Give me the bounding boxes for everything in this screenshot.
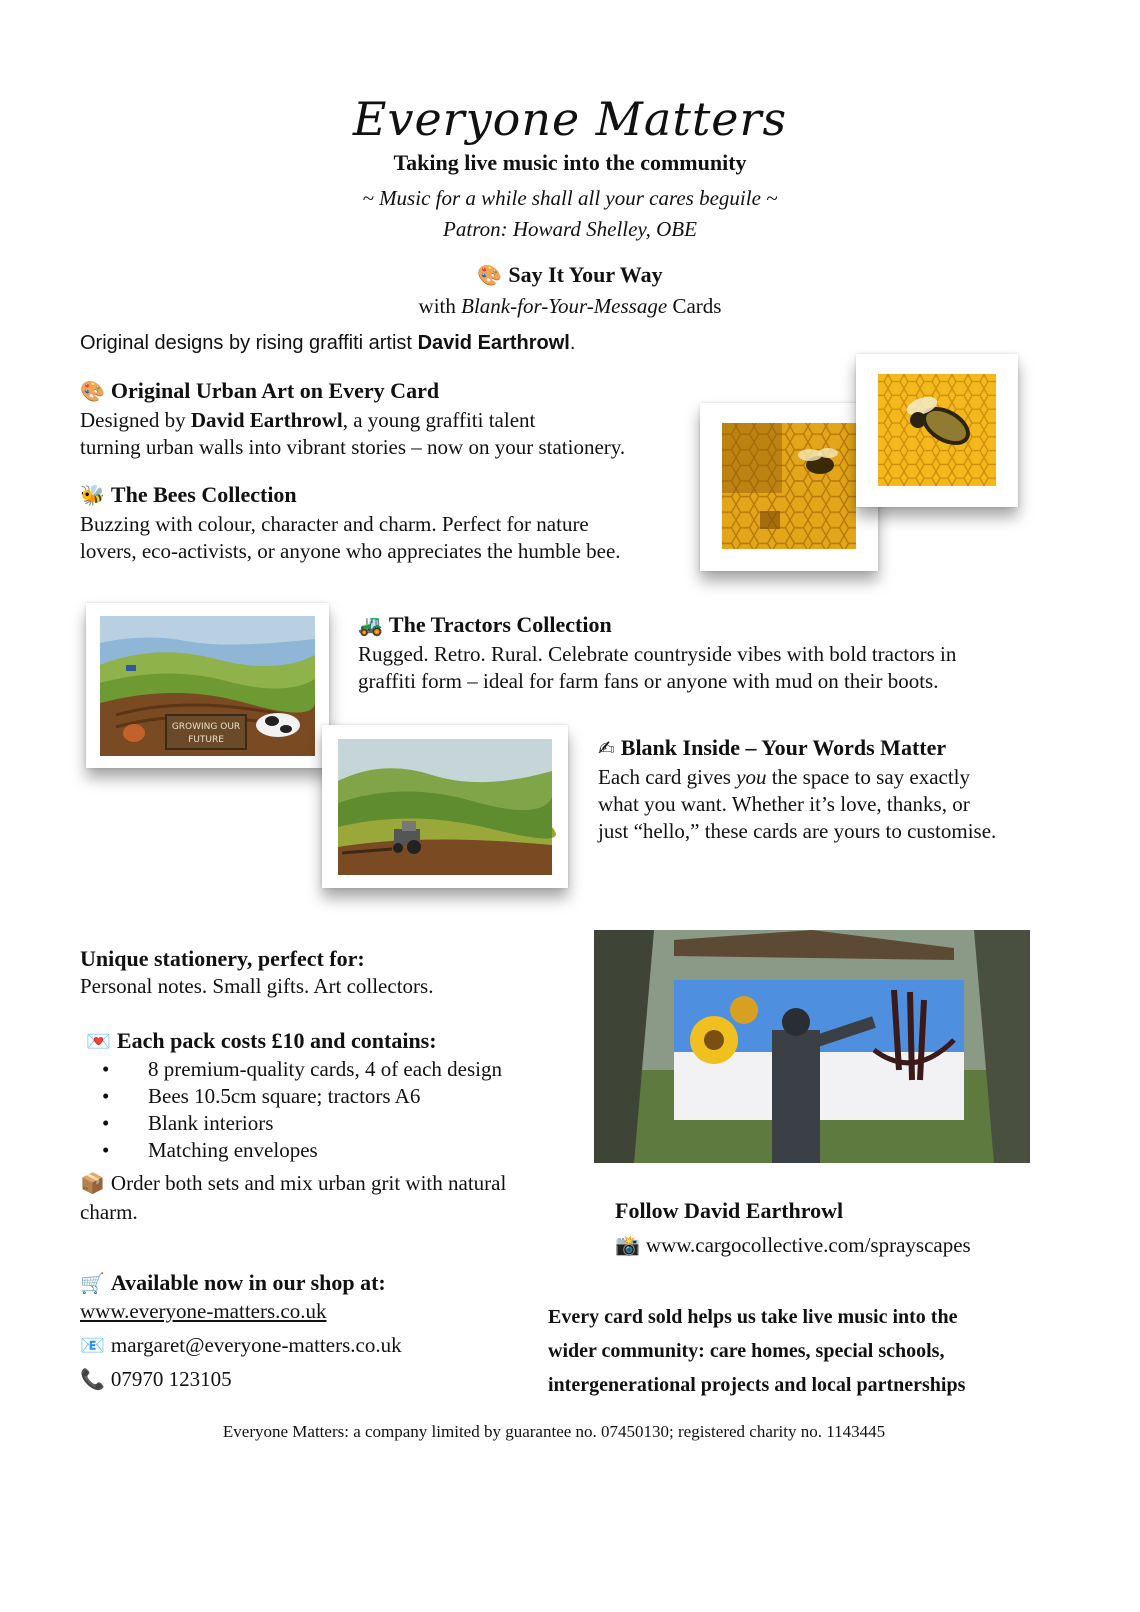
bee-card-photo-2: [856, 354, 1018, 507]
shop-url-link[interactable]: www.everyone-matters.co.uk: [80, 1299, 327, 1323]
artist-photo: [594, 930, 1030, 1163]
sign-text-1: GROWING OUR: [171, 722, 241, 732]
tractors-section: [358, 612, 1058, 695]
package-icon: 📦: [80, 1171, 105, 1195]
bee-icon: 🐝: [80, 483, 105, 507]
phone-number[interactable]: 07970 123105: [110, 1367, 232, 1391]
order-line2: charm.: [80, 1200, 138, 1224]
shopping-cart-icon: 🛒: [80, 1271, 105, 1295]
say-it-subline: with Blank-for-Your-Message Cards: [418, 294, 722, 318]
tractors-line2: graffiti form – ideal for farm fans or anyone with mud on their boots.: [358, 669, 939, 693]
blank-line3: just “hello,” these cards are yours to customise.: [598, 819, 997, 843]
pack-section: [80, 1028, 600, 1226]
palette-icon: 🎨: [477, 263, 503, 287]
shop-section: [80, 1270, 540, 1393]
love-letter-icon: 💌: [86, 1029, 111, 1053]
stationery-section: [80, 946, 600, 1000]
email-row: [80, 1332, 540, 1359]
email-address[interactable]: margaret@everyone-matters.co.uk: [110, 1333, 402, 1357]
tractors-heading: 🚜 The Tractors Collection: [358, 612, 612, 637]
tractor-card-photo-1: [86, 603, 329, 768]
palette-icon: 🎨: [80, 379, 105, 403]
urban-art-heading: 🎨 Original Urban Art on Every Card: [80, 378, 440, 403]
pack-list: [80, 1056, 600, 1164]
bee-card-photo-1: [700, 403, 878, 571]
tractor-icon: 🚜: [358, 613, 383, 637]
follow-url[interactable]: www.cargocollective.com/sprayscapes: [645, 1233, 971, 1257]
list-item: • Matching envelopes: [80, 1137, 600, 1164]
impact-line3: intergenerational projects and local partnerships: [548, 1374, 966, 1396]
tractor-card-photo-2: [322, 725, 568, 888]
sign-text-2: FUTURE: [188, 735, 224, 745]
blank-inside-section: [598, 735, 1118, 845]
order-line1: 📦 Order both sets and mix urban grit with natural: [80, 1171, 507, 1195]
follow-section: [615, 1198, 1095, 1259]
page-title: Everyone Matters: [352, 92, 788, 146]
say-it-heading: 🎨 Say It Your Way: [477, 262, 663, 287]
bees-line1: Buzzing with colour, character and charm. Perfect for nature: [80, 512, 589, 536]
blank-heading: ✍ Blank Inside – Your Words Matter: [598, 735, 947, 760]
shop-heading: 🛒 Available now in our shop at:: [80, 1270, 386, 1295]
list-item: • Bees 10.5cm square; tractors A6: [80, 1083, 600, 1110]
urban-art-line2: turning urban walls into vibrant stories – now on your stationery.: [80, 435, 626, 459]
tractors-line1: Rugged. Retro. Rural. Celebrate countryside vibes with bold tractors in: [358, 642, 957, 666]
intro-text: Original designs by rising graffiti artist David Earthrowl.: [80, 332, 576, 354]
stationery-line: Personal notes. Small gifts. Art collectors.: [80, 974, 434, 998]
stationery-heading: Unique stationery, perfect for:: [80, 946, 365, 971]
motto: ~ Music for a while shall all your cares beguile ~: [362, 186, 778, 210]
bees-line2: lovers, eco-activists, or anyone who appreciates the humble bee.: [80, 539, 621, 563]
impact-line1: Every card sold helps us take live music into the: [548, 1306, 958, 1328]
bees-heading: 🐝 The Bees Collection: [80, 482, 297, 507]
impact-section: [548, 1300, 1108, 1402]
patron: Patron: Howard Shelley, OBE: [443, 217, 697, 241]
list-item: • Blank interiors: [80, 1110, 600, 1137]
footer-text: Everyone Matters: a company limited by guarantee no. 07450130; registered charity no. 1143445: [222, 1422, 886, 1441]
email-icon: 📧: [80, 1333, 105, 1357]
follow-link-row: [615, 1232, 1095, 1259]
writing-hand-icon: ✍: [598, 736, 615, 760]
phone-row: [80, 1366, 540, 1393]
impact-line2: wider community: care homes, special schools,: [548, 1340, 945, 1362]
blank-line1: Each card gives you the space to say exactly: [598, 765, 971, 789]
camera-icon: 📸: [615, 1233, 640, 1257]
phone-icon: 📞: [80, 1367, 105, 1391]
blank-line2: what you want. Whether it’s love, thanks, or: [598, 792, 970, 816]
bees-section: [80, 482, 700, 565]
page-subtitle: Taking live music into the community: [393, 150, 747, 175]
urban-art-section: [80, 378, 700, 461]
follow-heading: Follow David Earthrowl: [615, 1198, 844, 1223]
list-item: • 8 premium-quality cards, 4 of each design: [80, 1056, 600, 1083]
pack-heading: 💌 Each pack costs £10 and contains:: [86, 1028, 437, 1053]
shop-url-row: [80, 1298, 540, 1325]
urban-art-line1: Designed by David Earthrowl, a young graffiti talent: [80, 408, 536, 432]
